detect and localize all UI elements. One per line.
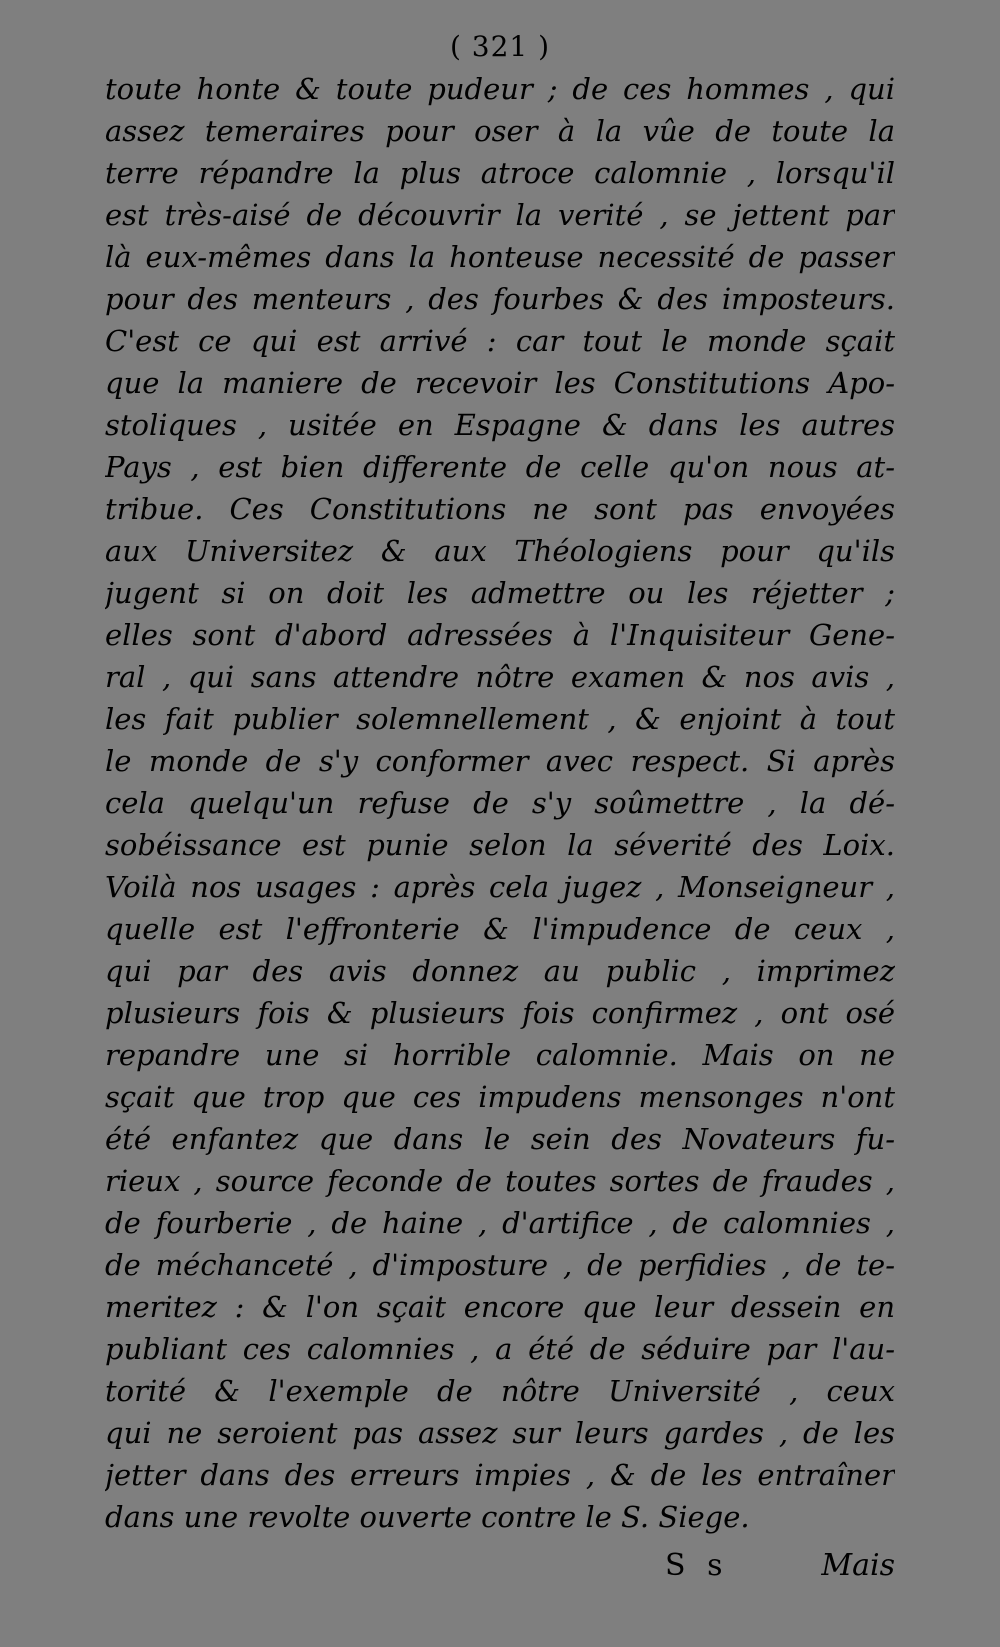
text-line: jugent si on doit les admettre ou les réjetter ; [105, 576, 895, 610]
text-line: stoliques , usitée en Espagne & dans les autres [105, 408, 895, 442]
text-line: est très-aisé de découvrir la verité , se jettent par [105, 198, 895, 232]
text-line: aux Universitez & aux Théologiens pour qu'ils [105, 534, 895, 568]
page-number: ( 321 ) [449, 30, 551, 63]
text-line: elles sont d'abord adressées à l'Inquisiteur Gene- [105, 618, 895, 652]
text-line: quelle est l'effronterie & l'impudence de ceux , [105, 912, 895, 946]
text-line: toute honte & toute pudeur ; de ces hommes , qui [105, 72, 895, 106]
text-line: repandre une si horrible calomnie. Mais on ne [105, 1038, 895, 1072]
text-line: meritez : & l'on sçait encore que leur dessein en [105, 1290, 895, 1324]
text-line: tribue. Ces Constitutions ne sont pas envoyées [105, 492, 895, 526]
text-line: torité & l'exemple de nôtre Université , ceux [105, 1374, 895, 1408]
text-line: Voilà nos usages : après cela jugez , Monseigneur , [105, 870, 895, 904]
text-line: qui ne seroient pas assez sur leurs gardes , de les [105, 1416, 895, 1450]
text-line: de méchanceté , d'imposture , de perfidies , de te- [105, 1248, 895, 1282]
text-line: là eux-mêmes dans la honteuse necessité de passer [105, 240, 895, 274]
text-line: que la maniere de recevoir les Constitutions Apo- [105, 366, 895, 400]
text-line: été enfantez que dans le sein des Novateurs fu- [105, 1122, 895, 1156]
text-line: pour des menteurs , des fourbes & des imposteurs. [105, 282, 895, 316]
signature-mark: S s [665, 1548, 729, 1583]
text-line: sçait que trop que ces impudens mensonges n'ont [105, 1080, 895, 1114]
text-line: le monde de s'y conformer avec respect. Si après [105, 744, 895, 778]
text-line: ral , qui sans attendre nôtre examen & nos avis , [105, 660, 895, 694]
text-line: publiant ces calomnies , a été de séduire par l'au- [105, 1332, 895, 1366]
text-line: assez temeraires pour oser à la vûe de toute la [105, 114, 895, 148]
text-line: Pays , est bien differente de celle qu'on nous at- [105, 450, 895, 484]
text-line: cela quelqu'un refuse de s'y soûmettre , la dé- [105, 786, 895, 820]
page-footer [105, 1548, 895, 1590]
text-line: plusieurs fois & plusieurs fois confirmez , ont osé [105, 996, 895, 1030]
text-line: de fourberie , de haine , d'artifice , de calomnies , [105, 1206, 895, 1240]
text-line: rieux , source feconde de toutes sortes de fraudes , [105, 1164, 895, 1198]
text-line: qui par des avis donnez au public , imprimez [105, 954, 895, 988]
body-text [105, 68, 895, 1538]
text-line: C'est ce qui est arrivé : car tout le monde sçait [105, 324, 895, 358]
text-line: sobéissance est punie selon la séverité des Loix. [105, 828, 895, 862]
text-line: jetter dans des erreurs impies , & de les entraîner [105, 1458, 895, 1492]
catchword: Mais [821, 1548, 895, 1583]
text-line: dans une revolte ouverte contre le S. Siege. [105, 1500, 750, 1534]
text-line: terre répandre la plus atroce calomnie , lorsqu'il [105, 156, 895, 190]
text-line: les fait publier solemnellement , & enjoint à tout [105, 702, 895, 736]
